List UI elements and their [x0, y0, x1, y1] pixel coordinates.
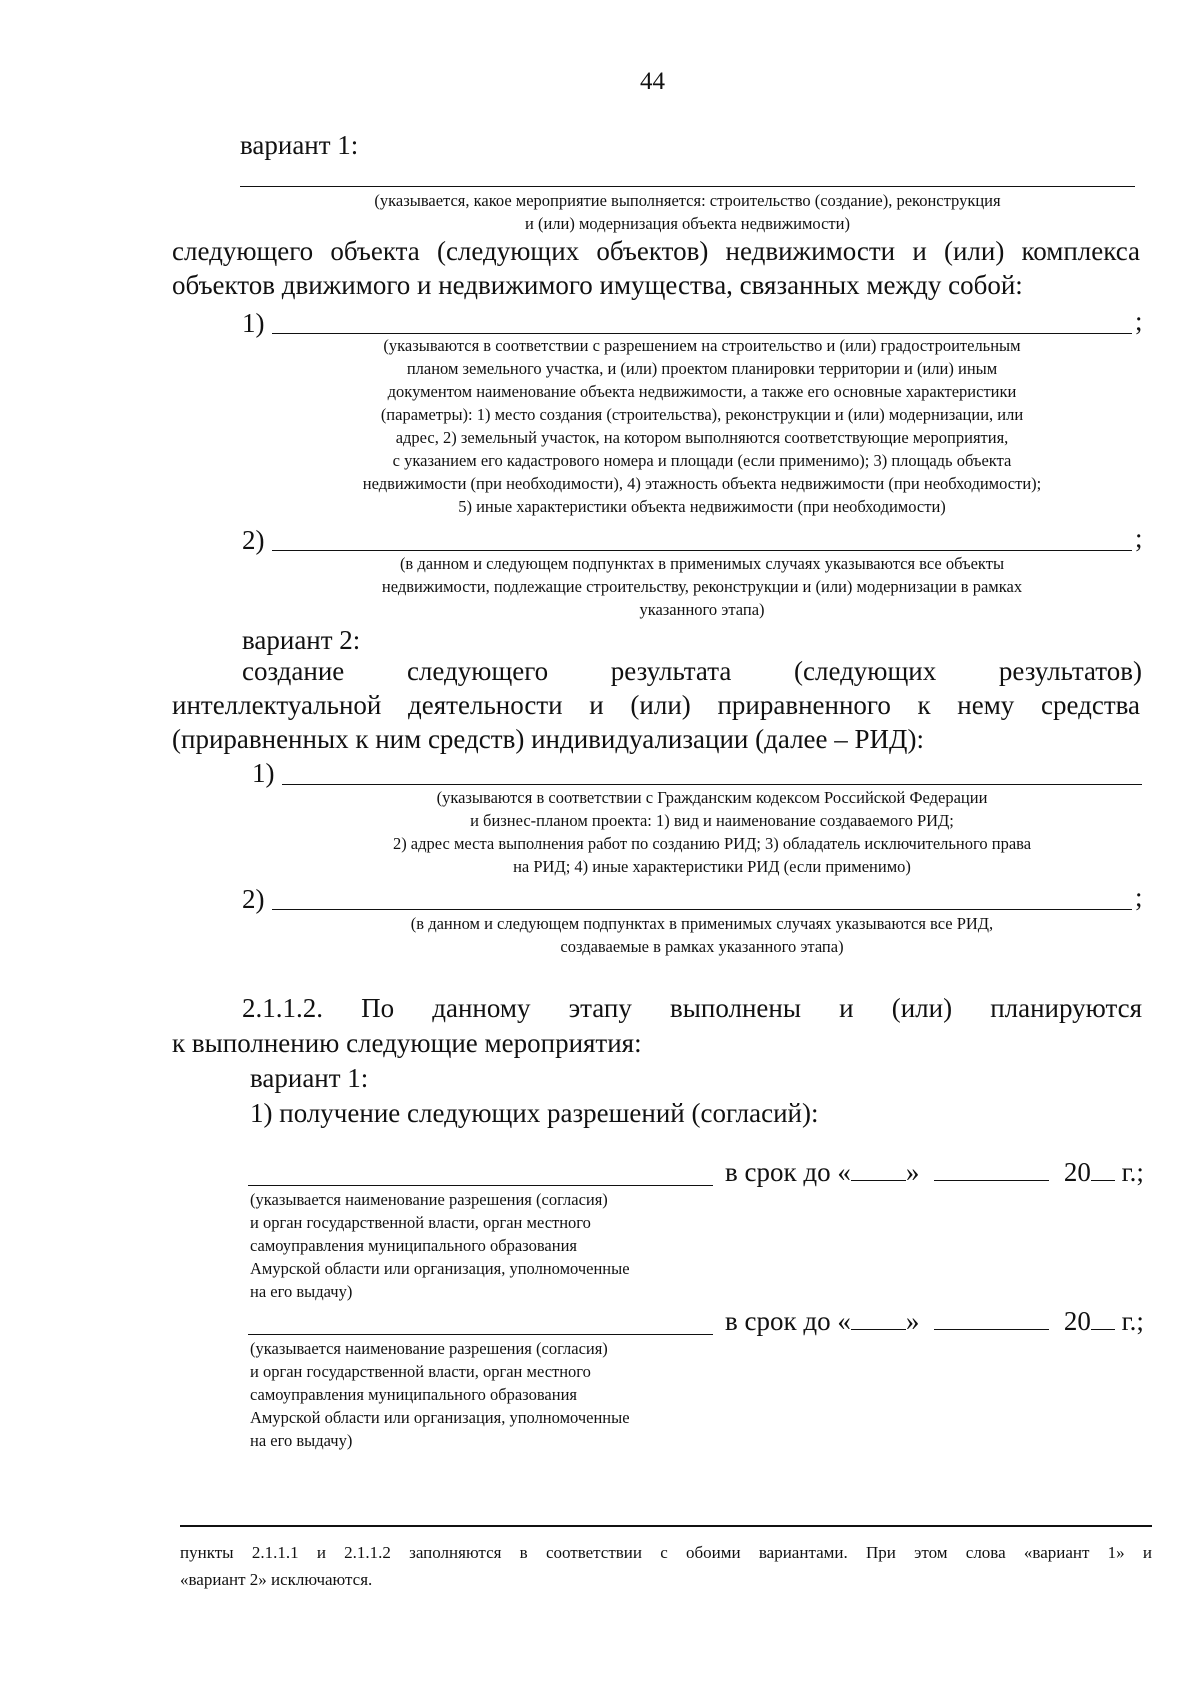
footnote-line-1: пункты 2.1.1.1 и 2.1.1.2 заполняются в соответствии с обоими вариантами. При этом слова «вариант 1» и — [180, 1543, 1152, 1562]
rid-intro-line-3: (приравненных к ним средств) индивидуализации (далее – РИД): — [172, 724, 924, 754]
item-1-hint: (указываются в соответствии с разрешением на строительство и (или) градостроительным планом земельного участка, и (или) проектом планировки территории и (или) иным документом наименование объекта недвижимости, а также его основные характеристики (параметры): 1) место создания (строительства), реконструкции и (или) модернизации, или адрес, 2) земельный участок, на котором выполняются соответствующие мероприятия, с указанием его кадастрового номера и площади (если применимо); 3) площадь объекта недвижимости (при необходимости), 4) этажность объекта недвижимости (при необходимости); 5) иные характеристики объекта недвижимости (при необходимости) — [362, 336, 1042, 516]
rid-item-1-fill-line[interactable] — [282, 784, 1142, 785]
objects-intro-line-1: следующего объекта (следующих объектов) недвижимости и (или) комплекса — [172, 236, 1140, 266]
footnote-separator — [180, 1525, 1152, 1527]
item-2-end: ; — [1135, 523, 1143, 553]
variant-2-label: вариант 2: — [242, 625, 361, 655]
item-1-label: 1) — [242, 308, 265, 338]
permit-1-day-blank[interactable] — [851, 1158, 906, 1181]
permit-1-deadline: в срок до « » 20 г.; — [725, 1157, 1144, 1187]
item-2-hint: (в данном и следующем подпунктах в применимых случаях указываются все объекты недвижимости, подлежащие строительству, реконструкции и (или) модернизации в рамках указанного этапа) — [381, 554, 1023, 619]
footnote-line-2: «вариант 2» исключаются. — [180, 1570, 373, 1589]
item-2-fill-line[interactable] — [272, 550, 1132, 551]
section-heading-line-2: к выполнению следующие мероприятия: — [172, 1028, 642, 1058]
permits-label: 1) получение следующих разрешений (согласий): — [250, 1098, 819, 1128]
rid-intro-line-1: создание следующего результата (следующих результатов) — [242, 656, 1142, 686]
rid-item-2-fill-line[interactable] — [272, 909, 1132, 910]
variant-1-fill-line[interactable] — [240, 186, 1135, 187]
permit-2-year-blank[interactable] — [1091, 1307, 1115, 1330]
variant-1-hint: (указывается, какое мероприятие выполняется: строительство (создание), реконструкция и (или) модернизация объекта недвижимости) — [374, 191, 1001, 233]
rid-item-2-end: ; — [1135, 882, 1143, 912]
item-2-label: 2) — [242, 525, 265, 555]
section-heading-line-1: 2.1.1.2. По данному этапу выполнены и (или) планируются — [242, 993, 1142, 1023]
permit-2-fill-line[interactable] — [248, 1334, 713, 1335]
rid-intro-line-2: интеллектуальной деятельности и (или) приравненного к нему средства — [172, 690, 1140, 720]
permit-1-month-blank[interactable] — [934, 1158, 1049, 1181]
permit-1-year-blank[interactable] — [1091, 1158, 1115, 1181]
rid-item-2-hint: (в данном и следующем подпунктах в применимых случаях указываются все РИД, создаваемые в рамках указанного этапа) — [410, 914, 994, 956]
page-number: 44 — [640, 68, 665, 95]
rid-item-2-label: 2) — [242, 884, 265, 914]
objects-intro-line-2: объектов движимого и недвижимого имущества, связанных между собой: — [172, 270, 1023, 300]
variant-1-label: вариант 1: — [240, 130, 359, 160]
variant-1-label-c: вариант 1: — [250, 1063, 369, 1093]
item-1-end: ; — [1135, 306, 1143, 336]
permit-1-hint: (указывается наименование разрешения (согласия) и орган государственной власти, орган местного самоуправления муниципального образования Амурской области или организация, уполномоченные на его выдачу) — [250, 1190, 630, 1301]
permit-2-hint: (указывается наименование разрешения (согласия) и орган государственной власти, орган местного самоуправления муниципального образования Амурской области или организация, уполномоченные на его выдачу) — [250, 1339, 630, 1450]
rid-item-1-hint: (указываются в соответствии с Гражданским кодексом Российской Федерации и бизнес-планом проекта: 1) вид и наименование создаваемого РИД; 2) адрес места выполнения работ по созданию РИД; 3) обладатель исключительного права на РИД; 4) иные характеристики РИД (если применимо) — [392, 788, 1032, 876]
permit-2-deadline: в срок до « » 20 г.; — [725, 1306, 1144, 1336]
permit-2-month-blank[interactable] — [934, 1307, 1049, 1330]
permit-1-fill-line[interactable] — [248, 1185, 713, 1186]
rid-item-1-label: 1) — [252, 758, 275, 788]
permit-2-day-blank[interactable] — [851, 1307, 906, 1330]
